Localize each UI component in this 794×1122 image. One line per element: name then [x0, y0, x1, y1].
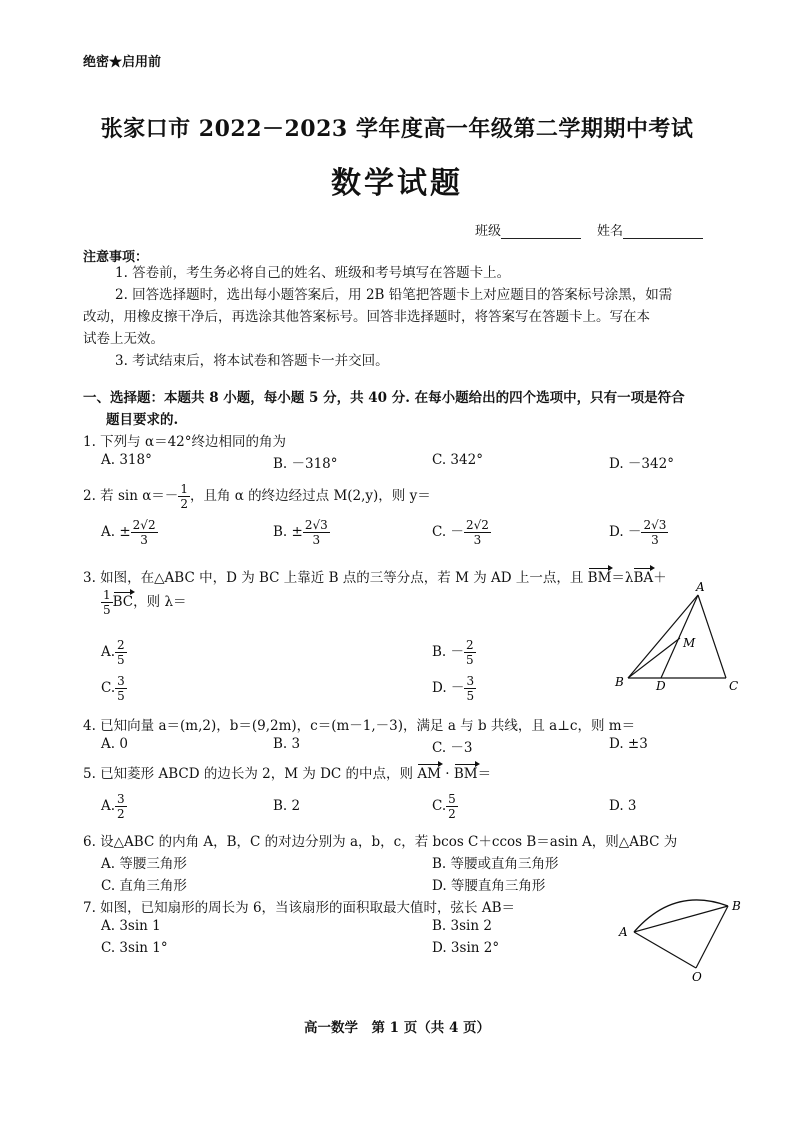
subject-title: 数学试题: [331, 166, 463, 201]
question-6-stem: 6. 设△ABC 的内角 A，B，C 的对边分别为 a，b，c，若 bcos C＋ccos B＝asin A，则△ABC 为: [83, 834, 678, 850]
question-3-stem: 3. 如图，在△ABC 中，D 为 BC 上靠近 B 点的三等分点，若 M 为 AD 上一点，且 BM＝λBA＋: [83, 570, 667, 586]
q5-option-b: B. 2: [273, 798, 301, 814]
q2-option-c: C. － $\frac{2√2}{3}$: [432, 518, 489, 547]
question-2-stem: 2. 若 sin α＝－ $\frac{1}{2}$ ，且角 α 的终边经过点 M(2,y)，则 y＝: [83, 482, 431, 511]
class-label: 班级: [475, 224, 502, 239]
confidential-mark: 绝密★启用前: [83, 55, 162, 70]
q7-option-d: D. 3sin 2°: [432, 940, 500, 956]
radius-ob: [696, 906, 728, 968]
q1-option-a: A. 318°: [101, 452, 152, 468]
label-b: B: [732, 899, 741, 913]
question-7-stem: 7. 如图，已知扇形的周长为 6，当该扇形的面积取最大值时，弦长 AB＝: [83, 900, 516, 916]
class-blank: [501, 224, 581, 239]
notice-item: 改动，用橡皮擦干净后，再选涂其他答案标号。回答非选择题时，将答案写在答题卡上。写在本: [83, 309, 650, 325]
arc-ab: [634, 900, 728, 932]
q4-option-b: B. 3: [273, 736, 301, 752]
notice-item: 1. 答卷前，考生务必将自己的姓名、班级和考号填写在答题卡上。: [115, 265, 511, 281]
q7-option-a: A. 3sin 1: [101, 918, 161, 934]
q1-option-d: D. －342°: [609, 456, 674, 472]
label-b: B: [615, 675, 624, 689]
class-name-row: [475, 220, 703, 239]
question-3-stem-cont: $\frac{1}{5}$ BC，则 λ＝: [103, 588, 187, 617]
question-1-stem: 1. 下列与 α＝42°终边相同的角为: [83, 434, 287, 450]
notice-item: 试卷上无效。: [83, 331, 164, 347]
triangle-figure: [605, 580, 755, 695]
label-m: M: [683, 636, 696, 650]
exam-title: 张家口市 2022－2023 学年度高一年级第二学期期中考试: [100, 116, 694, 142]
q4-option-a: A. 0: [101, 736, 128, 752]
notice-title: 注意事项：: [83, 250, 149, 265]
label-a: A: [696, 580, 705, 594]
q6-option-a: A. 等腰三角形: [101, 856, 187, 872]
q1-option-c: C. 342°: [432, 452, 483, 468]
notice-item: 3. 考试结束后，将本试卷和答题卡一并交回。: [115, 353, 389, 369]
radius-oa: [634, 932, 696, 968]
q2-option-a: A. ± $\frac{2√2}{3}$: [101, 518, 156, 547]
q4-option-c: C. －3: [432, 740, 473, 756]
segment-bm: [628, 638, 680, 678]
section-heading: 一、选择题：本题共 8 小题，每小题 5 分，共 40 分. 在每小题给出的四个选项中，只有一项是符合: [83, 390, 685, 406]
q5-option-a: A. $\frac{3}{2}$: [101, 792, 125, 821]
q2-option-b: B. ± $\frac{2√3}{3}$: [273, 518, 328, 547]
section-heading-cont: 题目要求的.: [106, 412, 179, 428]
side-ac: [698, 595, 726, 678]
name-blank: [623, 224, 703, 239]
q1-option-b: B. －318°: [273, 456, 338, 472]
label-o: O: [692, 970, 702, 984]
q3-option-d: D. － $\frac{3}{5}$: [432, 674, 475, 703]
sector-figure: [612, 884, 752, 984]
q6-option-b: B. 等腰或直角三角形: [432, 856, 559, 872]
q3-option-a: A. $\frac{2}{5}$: [101, 638, 125, 667]
fraction: $\frac{1}{2}$: [180, 482, 188, 511]
label-c: C: [729, 679, 739, 693]
q5-option-d: D. 3: [609, 798, 637, 814]
page-footer: 高一数学 第 1 页（共 4 页）: [303, 1020, 491, 1036]
q6-option-c: C. 直角三角形: [101, 878, 187, 894]
q3-option-b: B. － $\frac{2}{5}$: [432, 638, 474, 667]
name-label: 姓名: [597, 224, 624, 239]
q6-option-d: D. 等腰直角三角形: [432, 878, 546, 894]
q5-option-c: C. $\frac{5}{2}$: [432, 792, 456, 821]
q4-option-d: D. ±3: [609, 736, 648, 752]
q3-option-c: C. $\frac{3}{5}$: [101, 674, 125, 703]
q7-option-b: B. 3sin 2: [432, 918, 492, 934]
q2-option-d: D. － $\frac{2√3}{3}$: [609, 518, 667, 547]
q7-option-c: C. 3sin 1°: [101, 940, 168, 956]
question-4-stem: 4. 已知向量 a＝(m,2)，b＝(9,2m)，c＝(m－1,－3)，满足 a 与 b 共线，且 a⊥c，则 m＝: [83, 718, 636, 734]
label-a: A: [619, 925, 628, 939]
question-5-stem: 5. 已知菱形 ABCD 的边长为 2，M 为 DC 的中点，则 AM · BM＝: [83, 766, 492, 782]
notice-item: 2. 回答选择题时，选出每小题答案后，用 2B 铅笔把答题卡上对应题目的答案标号涂黑，如需: [115, 287, 673, 303]
label-d: D: [656, 679, 666, 693]
